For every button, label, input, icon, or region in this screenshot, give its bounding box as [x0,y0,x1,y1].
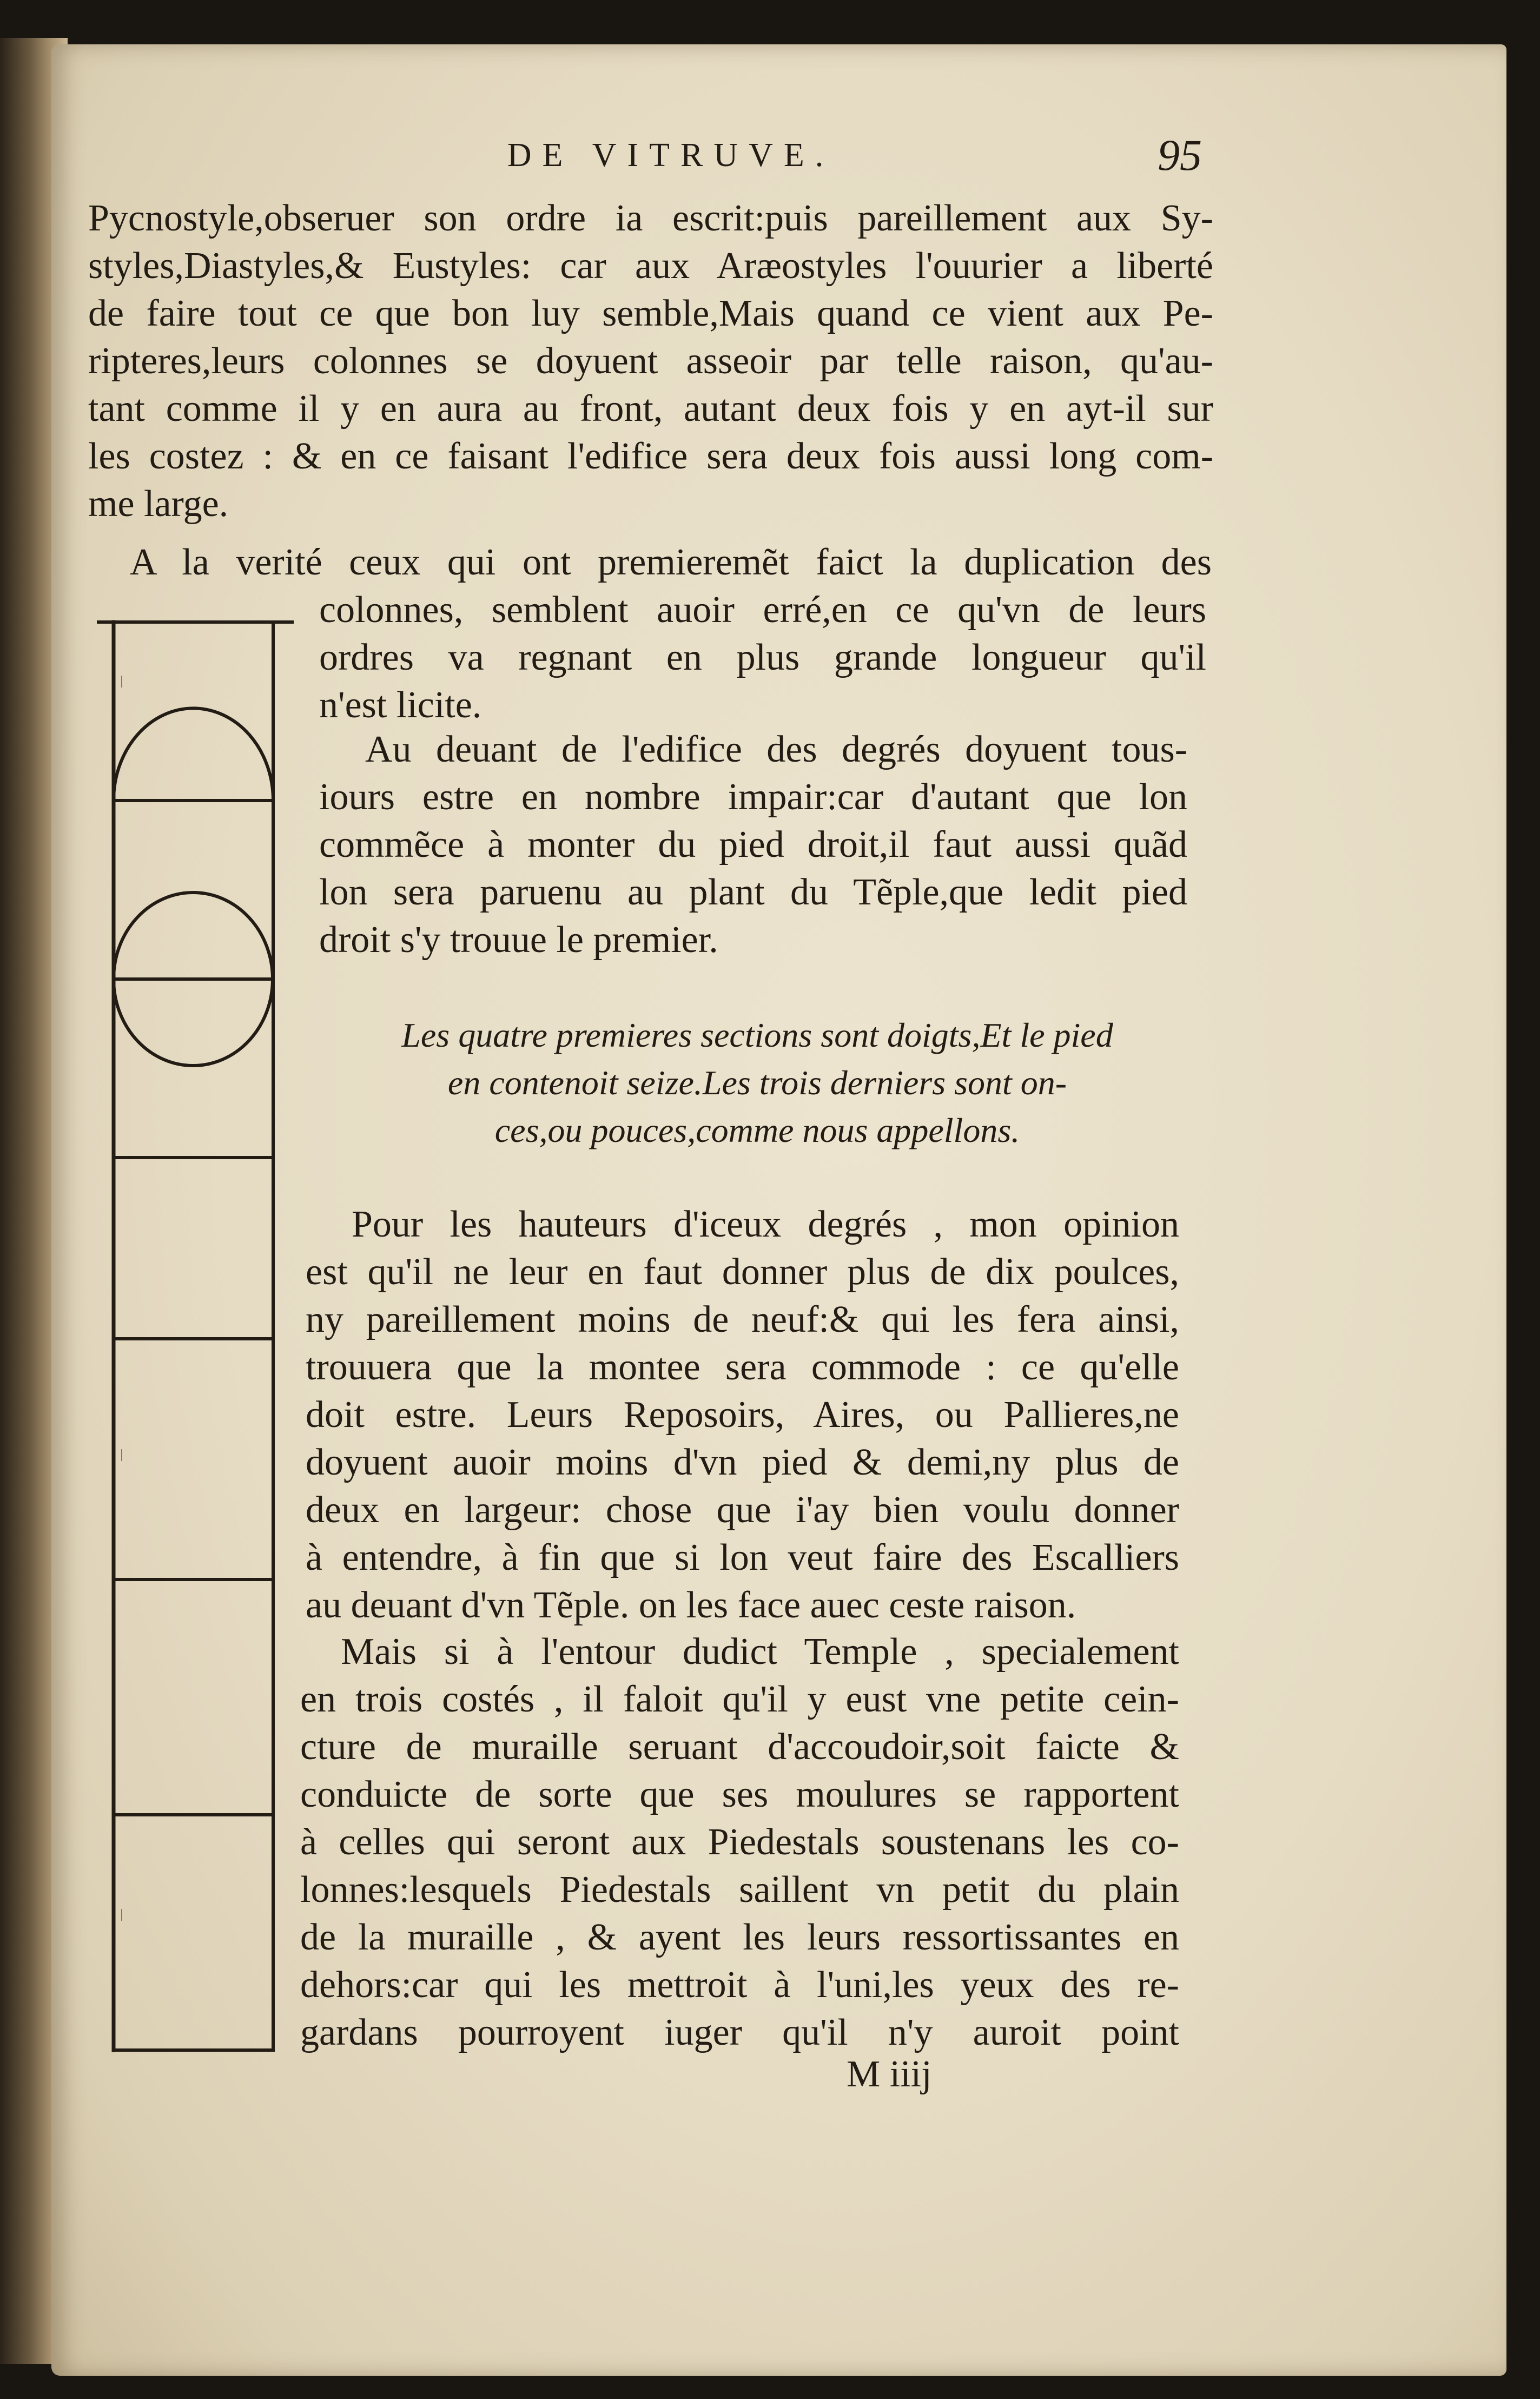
text-line: Pour les hauteurs d'iceux degrés , mon opinion [352,1204,1179,1245]
text-line: styles,Diastyles,& Eustyles: car aux Aræostyles l'ouurier a liberté [88,245,1213,287]
text-line: ordres va regnant en plus grande longueur qu'il [319,637,1206,678]
text-line: doyuent auoir moins d'vn pied & demi,ny plus de [306,1442,1179,1483]
foot-measure-diagram-icon [92,611,298,2061]
text-line: ripteres,leurs colonnes se doyuent asseoir par telle raison, qu'au- [88,340,1213,382]
text-line: ny pareillement moins de neuf:& qui les fera ainsi, [306,1299,1179,1340]
text-line: de faire tout ce que bon luy semble,Mais quand ce vient aux Pe- [88,293,1213,334]
text-line: droit s'y trouue le premier. [319,919,718,961]
text-line: iours estre en nombre impair:car d'autant que lon [319,776,1187,818]
text-line: de la muraille , & ayent les leurs ressortissantes en [300,1916,1179,1958]
text-line: n'est licite. [319,684,482,726]
signature-mark: M iiij [847,2053,932,2095]
caption-line: Les quatre premieres sections sont doigts,Et le pied [401,1016,1113,1054]
text-line: gardans pourroyent iuger qu'il n'y auroit point [300,2012,1179,2053]
caption-line: ces,ou pouces,comme nous appellons. [494,1111,1020,1149]
text-line: à celles qui seront aux Piedestals soustenans les co- [300,1821,1179,1863]
text-line: Au deuant de l'edifice des degrés doyuent tous- [365,729,1187,770]
text-line: colonnes, semblent auoir erré,en ce qu'vn de leurs [319,589,1206,631]
text-line: Pycnostyle,obseruer son ordre ia escrit:puis pareillement aux Sy- [88,197,1213,239]
caption-line: en contenoit seize.Les trois derniers sont on- [447,1063,1067,1102]
text-line: lon sera paruenu au plant du Tẽple,que ledit pied [319,871,1187,913]
text-line: est qu'il ne leur en faut donner plus de dix poulces, [306,1251,1179,1293]
text-line: les costez : & en ce faisant l'edifice sera deux fois aussi long com- [88,435,1213,477]
text-line: trouuera que la montee sera commode : ce qu'elle [306,1346,1179,1388]
text-line: à entendre, à fin que si lon veut faire des Escalliers [306,1537,1179,1578]
running-head: DE VITRUVE. [507,137,835,174]
page-number: 95 [1158,130,1202,180]
text-line: tant comme il y en aura au front, autant deux fois y en ayt-il sur [88,388,1213,429]
text-line: dehors:car qui les mettroit à l'uni,les yeux des re- [300,1964,1179,2006]
text-line: A la verité ceux qui ont premieremẽt faict la duplication des [130,541,1212,583]
text-line: doit estre. Leurs Reposoirs, Aires, ou Pallieres,ne [306,1394,1179,1436]
text-line: deux en largeur: chose que i'ay bien voulu donner [306,1489,1179,1531]
text-line: cture de muraille seruant d'accoudoir,soit faicte & [300,1726,1179,1768]
text-line: lonnes:lesquels Piedestals saillent vn petit du plain [300,1869,1179,1911]
text-line: commẽce à monter du pied droit,il faut aussi quãd [319,824,1187,865]
text-line: conduicte de sorte que ses moulures se rapportent [300,1774,1179,1815]
text-line: me large. [88,483,229,525]
text-line: Mais si à l'entour dudict Temple , specialement [341,1631,1179,1673]
text-line: au deuant d'vn Tẽple. on les face auec ceste raison. [306,1584,1076,1626]
text-line: en trois costés , il faloit qu'il y eust vne petite cein- [300,1678,1179,1720]
